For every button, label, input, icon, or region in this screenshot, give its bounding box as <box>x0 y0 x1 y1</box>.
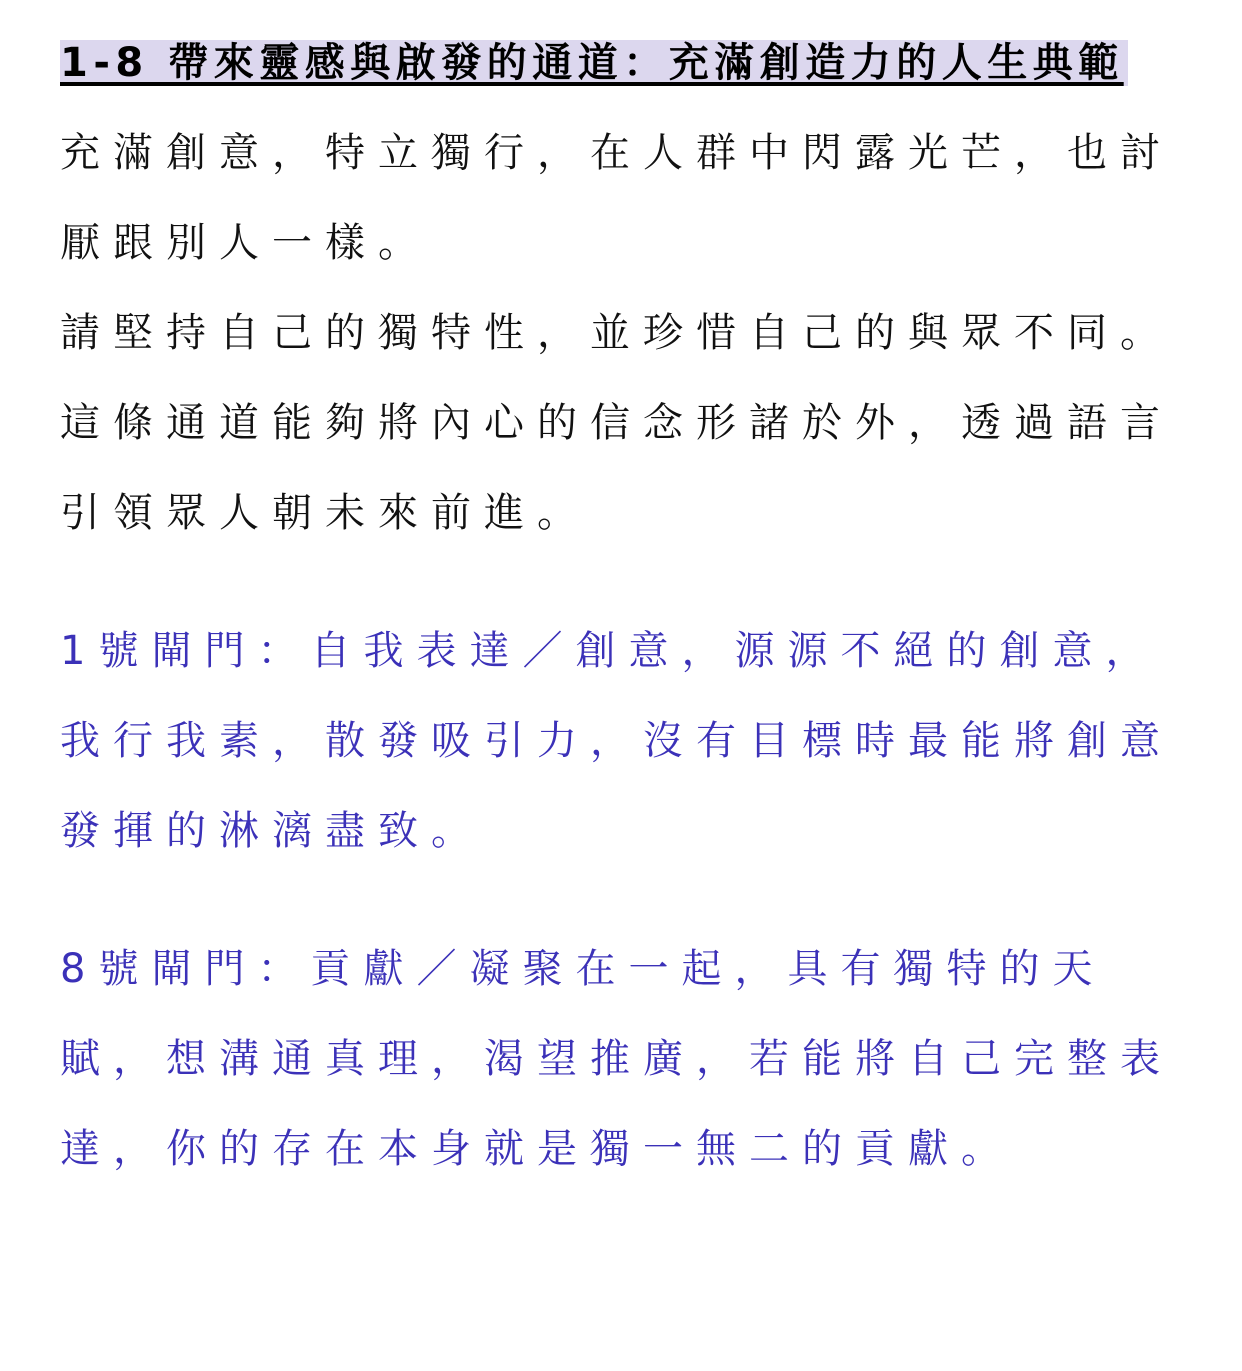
gate-descriptions <box>60 606 1185 1194</box>
section-heading <box>60 0 1185 108</box>
intro-paragraph: 充滿創意，特立獨行，在人群中閃露光芒，也討厭跟別人一樣。 <box>60 130 1173 266</box>
gate-1-description: 1號閘門：自我表達／創意，源源不絕的創意，我行我素，散發吸引力，沒有目標時最能將創意發揮的淋漓盡致。 <box>60 628 1173 854</box>
intro-paragraph: 這條通道能夠將內心的信念形諸於外，透過語言引領眾人朝未來前進。 <box>60 400 1173 536</box>
intro-paragraph: 請堅持自己的獨特性，並珍惜自己的與眾不同。 <box>60 310 1173 356</box>
article <box>60 0 1185 1242</box>
section-heading-text: 1-8 帶來靈感與啟發的通道：充滿創造力的人生典範 <box>60 40 1128 86</box>
gate-8-description: 8號閘門：貢獻／凝聚在一起，具有獨特的天賦，想溝通真理，渴望推廣，若能將自己完整表達，你的存在本身就是獨一無二的貢獻。 <box>60 946 1173 1172</box>
intro-block <box>60 108 1185 558</box>
